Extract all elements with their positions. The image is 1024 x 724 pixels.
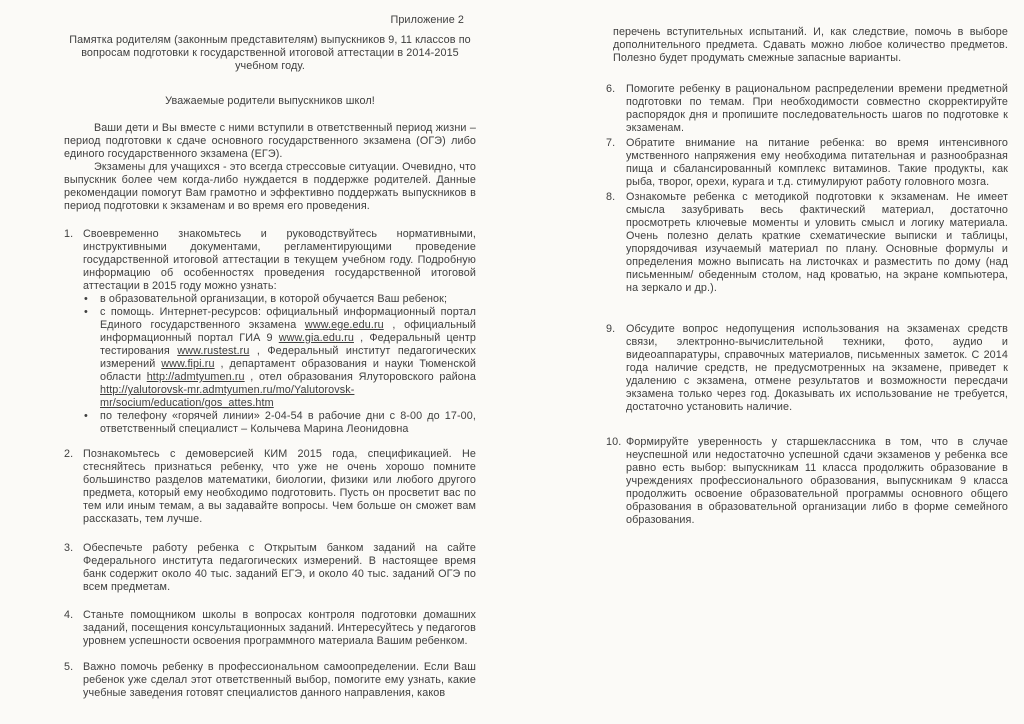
list-item xyxy=(64,661,476,700)
intro-paragraph: Экзамены для учащихся - это всегда стрессовые ситуации. Очевидно, что выпускник более чем когда-либо нуждается в поддержке родителей. Данные рекомендации помогут Вам грамотно и эффективно поддержать выпускников в период подготовки к экзаменам и во время его проведения. xyxy=(64,161,476,212)
list-item xyxy=(64,609,476,648)
salutation: Уважаемые родители выпускников школ! xyxy=(165,95,375,107)
item-text: Формируйте уверенность у старшеклассника в том, что в случае неуспешной или недостаточно успешной сдачи экзаменов у ребенка все равно есть выбор: выпускникам 11 класса продолжить образование в учреждениях профессионального образования, выпускникам 9 класса продолжить освоение образовательной программы основного общего образования в образовательной организации либо в форме семейного образования. xyxy=(626,436,1008,526)
bullet-list xyxy=(64,293,476,436)
bullet-segment: , Федеральный институт педагогических измерений xyxy=(100,345,476,370)
item-text: Ознакомьте ребенка с методикой подготовки к экзаменам. Не имеет смысла зазубривать весь фактический материал, достаточно просмотреть ключевые моменты и уловить смысл и логику материала. Очень полезно делать краткие схематические выписки и таблицы, упорядочивая изучаемый материал по плану. Основные формулы и определения можно выписать на листочках и разместить по дому (над письменным/ обеденным столом, над кроватью, на экране компьютера, на зеркало и др.). xyxy=(626,191,1008,294)
item-number: 4. xyxy=(64,609,74,621)
item-number: 10. xyxy=(606,436,622,448)
list-item-body xyxy=(64,228,476,293)
item-number: 9. xyxy=(606,323,616,335)
bullet-item xyxy=(84,293,476,306)
item-text: Станьте помощником школы в вопросах контроля подготовки домашних заданий, посещения консультационных заданий. Интересуйтесь у педагогов уровнем успешности освоения программного материала Вашим ребенком. xyxy=(83,609,476,647)
list-item xyxy=(64,448,476,526)
item-number: 1. xyxy=(64,228,74,240)
item-text: Своевременно знакомьтесь и руководствуйтесь нормативными, инструктивными документами, регламентирующими проведение государственной итоговой аттестации в текущем учебном году. Подробную информацию об особенностях проведения государственной итоговой аттестации в 2015 году можно узнать: xyxy=(83,228,476,292)
link-url[interactable]: www.rustest.ru xyxy=(177,345,250,357)
right-page xyxy=(606,26,1008,527)
item-number: 6. xyxy=(606,83,616,95)
bullet-text xyxy=(100,306,476,410)
link-url[interactable]: http://yalutorovsk-mr.admtyumen.ru/mo/Yalutorovsk-mr/socium/education/gos_attes.htm xyxy=(100,384,355,409)
intro-section xyxy=(64,122,476,213)
bullet-marker: • xyxy=(84,306,88,318)
bullet-item xyxy=(84,410,476,436)
item-number: 5. xyxy=(64,661,74,673)
bullet-item xyxy=(84,306,476,410)
link-url[interactable]: www.fipi.ru xyxy=(161,358,215,370)
bullet-text xyxy=(100,293,476,306)
bullet-segment: , отел образования Ялуторовского района xyxy=(244,371,476,383)
annotation: Приложение 2 xyxy=(390,14,464,26)
bullet-segment: по телефону «горячей линии» 2-04-54 в рабочие дни с 8-00 до 17-00, ответственный специалист – Колычева Марина Леонидовна xyxy=(100,410,476,435)
bullet-segment: в образовательной организации, в которой обучается Ваш ребенок; xyxy=(100,293,448,305)
item-text: Обсудите вопрос недопущения использования на экзаменах средств связи, электронно-вычислительной техники, фото, аудио и видеоаппаратуры, справочных материалов, письменных заметок. С 2014 года наличие средств, не предусмотренных на экзамене, приведет к удалению с экзамена, отмене результатов и возможности пересдачи экзамена только через год. Доказывать их использование не требуется, достаточно установить наличие. xyxy=(626,323,1008,413)
item-text: Важно помочь ребенку в профессиональном самоопределении. Если Ваш ребенок уже сделал этот ответственный выбор, помогите ему узнать, какие учебные заведения готовят специалистов данного направления, каков xyxy=(83,661,476,699)
list-item xyxy=(64,542,476,594)
list-item xyxy=(606,323,1008,414)
item-number: 7. xyxy=(606,137,616,149)
item-text: Обратите внимание на питание ребенка: во время интенсивного умственного напряжения ему необходима питательная и разнообразная пища и сбалансированный комплекс витаминов. Такие продукты, как рыба, творог, орехи, курага и т.д. стимулируют работу головного мозга. xyxy=(626,137,1008,188)
item-number: 3. xyxy=(64,542,74,554)
continuation-paragraph: перечень вступительных испытаний. И, как следствие, помочь в выборе дополнительного предмета. Сдавать можно любое количество предметов. Полезно будет продумать смежные запасные варианты. xyxy=(613,26,1008,64)
list-item xyxy=(606,191,1008,295)
left-page xyxy=(64,14,476,700)
bullet-segment: , департамент образования и науки Тюменской области xyxy=(100,358,476,383)
list-item xyxy=(606,436,1008,527)
list-item xyxy=(606,83,1008,135)
intro-paragraph: Ваши дети и Вы вместе с ними вступили в ответственный период жизни – период подготовки к сдаче основного государственного экзамена (ОГЭ) либо единого государственного экзамена (ЕГЭ). xyxy=(64,122,476,160)
item-number: 8. xyxy=(606,191,616,203)
page-title: Памятка родителям (законным представителям) выпускников 9, 11 классов по вопросам подготовки к государственной итоговой аттестации в 2014-2015 учебном году. xyxy=(69,34,471,72)
item-text: Познакомьтесь с демоверсией КИМ 2015 года, спецификацией. Не стесняйтесь признаться ребенку, что уже не очень хорошо помните большинство разделов математики, биологии, физики или любого другого предмета, который ему необходимо подготовить. Пусть он просветит вас по тем или иным темам, а вы задавайте вопросы. Чем больше он сможет вам рассказать, тем лучше. xyxy=(83,448,476,525)
numbered-list-left xyxy=(64,228,476,700)
link-url[interactable]: www.ege.edu.ru xyxy=(304,319,384,331)
list-item xyxy=(64,228,476,436)
bullet-marker: • xyxy=(84,410,88,422)
list-item xyxy=(606,137,1008,189)
bullet-segment: с помощь. Интернет-ресурсов: официальный информационный портал Единого государственного экзамена xyxy=(100,306,476,331)
item-text: Помогите ребенку в рациональном распределении времени предметной подготовки по темам. При необходимости совместно скорректируйте распорядок дня и пропишите последовательность шагов по подготовке к экзаменам. xyxy=(626,83,1008,134)
link-url[interactable]: www.gia.edu.ru xyxy=(278,332,354,344)
item-number: 2. xyxy=(64,448,74,460)
item-text: Обеспечьте работу ребенка с Открытым банком заданий на сайте Федерального института педагогических измерений. В настоящее время банк содержит около 40 тыс. заданий ЕГЭ, и около 40 тыс. заданий ОГЭ по всем предметам. xyxy=(83,542,476,593)
bullet-text xyxy=(100,410,476,436)
link-url[interactable]: http://admtyumen.ru xyxy=(146,371,245,383)
bullet-marker: • xyxy=(84,293,88,305)
bullet-segment: , официальный информационный портал ГИА 9 xyxy=(100,319,477,344)
numbered-list-right xyxy=(606,83,1008,527)
bullet-segment: , Федеральный центр тестирования xyxy=(100,332,476,357)
